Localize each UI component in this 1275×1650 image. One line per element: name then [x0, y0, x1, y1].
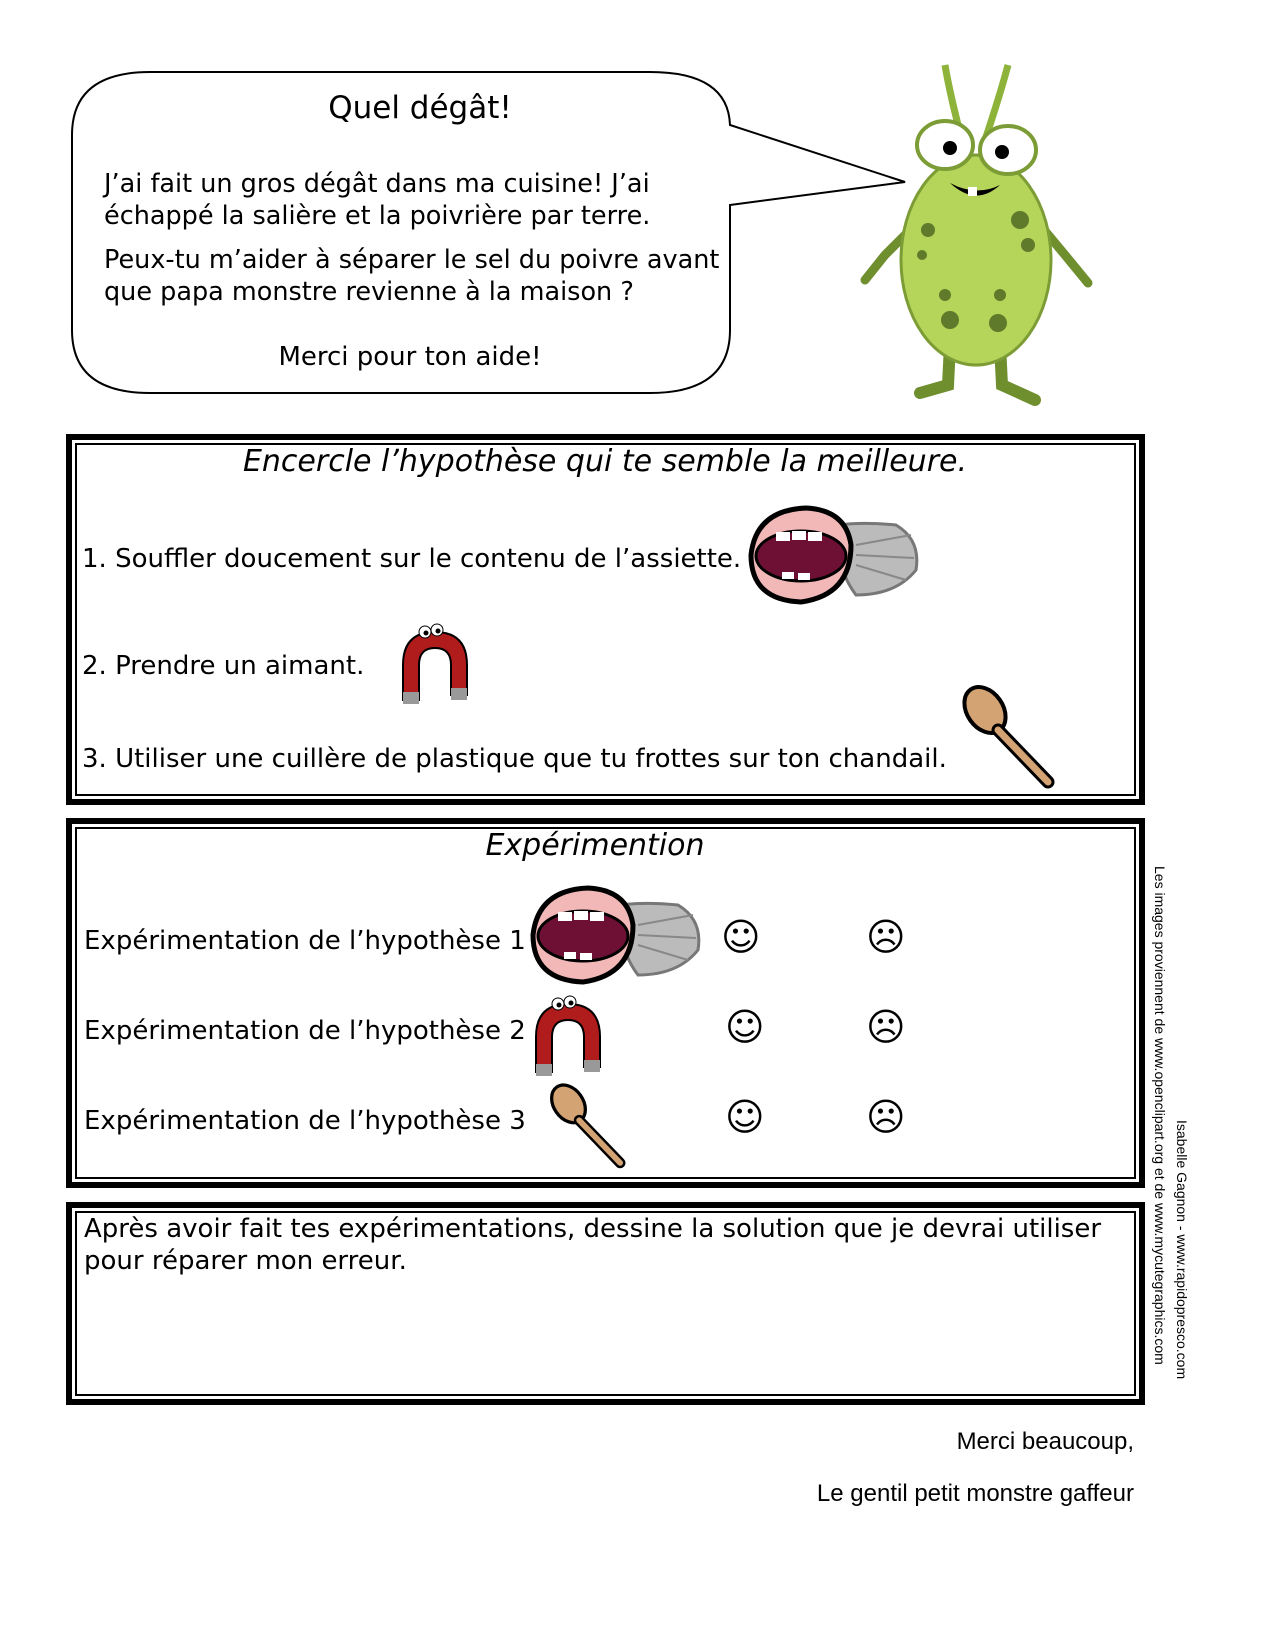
sad-face-icon-2[interactable]: ☹ [866, 1005, 906, 1049]
spoon-icon [548, 1080, 630, 1172]
experiment-title: Expérimention [485, 828, 705, 863]
bubble-line-2: Peux-tu m’aider à séparer le sel du poivre avant que papa monstre revienne à la maison ? [104, 245, 720, 307]
magnet-icon [528, 992, 610, 1080]
happy-face-icon-2[interactable]: ☺ [725, 1005, 765, 1049]
image-credits: Les images proviennent de www.openclipart.org et de www.mycutegraphics.com [1152, 866, 1168, 1365]
experiment-row-2-label: Expérimentation de l’hypothèse 2 [84, 1016, 526, 1046]
hypothesis-1[interactable]: 1. Souffler doucement sur le contenu de l’assiette. [82, 544, 742, 574]
hypotheses-title: Encercle l’hypothèse qui te semble la meilleure. [242, 444, 968, 479]
magnet-icon [395, 620, 477, 708]
experiment-row-1-label: Expérimentation de l’hypothèse 1 [84, 926, 526, 956]
author-credit: Isabelle Gagnon - www.rapidopresco.com [1174, 1120, 1190, 1380]
hypothesis-2[interactable]: 2. Prendre un aimant. [82, 651, 365, 681]
monster-illustration [850, 55, 1110, 415]
happy-face-icon-1[interactable]: ☺ [721, 915, 761, 959]
bubble-title: Quel dégât! [328, 90, 512, 126]
experiment-row-3-label: Expérimentation de l’hypothèse 3 [84, 1106, 526, 1136]
bubble-line-1: J’ai fait un gros dégât dans ma cuisine! J’ai échappé la salière et la poivrière par terre. [104, 169, 651, 231]
sad-face-icon-1[interactable]: ☹ [866, 915, 906, 959]
signature-thanks: Merci beaucoup, [956, 1428, 1134, 1455]
sad-face-icon-3[interactable]: ☹ [866, 1095, 906, 1139]
drawing-instruction: Après avoir fait tes expérimentations, dessine la solution que je devrai utiliser pour réparer mon erreur. [84, 1214, 1102, 1276]
bubble-thanks: Merci pour ton aide! [278, 342, 542, 372]
blowing-mouth-icon [746, 500, 926, 610]
blowing-mouth-icon [528, 880, 708, 990]
bubble-text [104, 168, 724, 320]
happy-face-icon-3[interactable]: ☺ [725, 1095, 765, 1139]
hypothesis-3[interactable]: 3. Utiliser une cuillère de plastique que tu frottes sur ton chandail. [82, 744, 947, 774]
signature-name: Le gentil petit monstre gaffeur [816, 1480, 1134, 1507]
spoon-icon [960, 682, 1060, 792]
